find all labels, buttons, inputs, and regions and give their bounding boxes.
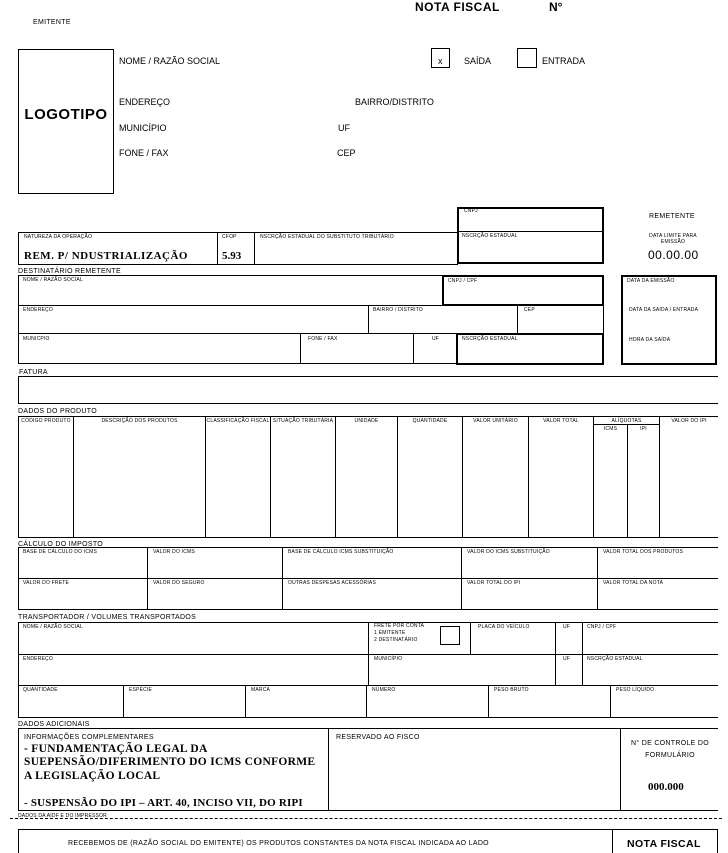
produtos-col-line-2 xyxy=(205,416,206,537)
operation-divider-cfop xyxy=(217,232,218,264)
operation-left-line xyxy=(18,232,19,264)
transportador-bottom-line xyxy=(18,717,718,718)
volumes-col-line-4 xyxy=(488,685,489,717)
imposto-middle-line xyxy=(18,578,718,579)
frete-checkbox[interactable] xyxy=(440,626,460,645)
volumes-col-line-2 xyxy=(245,685,246,717)
col-codigo-header: CÓDIGO PRODUTO xyxy=(21,418,71,424)
imposto-col-line-1 xyxy=(147,547,148,609)
transportador-cnpj-label: CNPJ / CPF xyxy=(587,624,617,630)
impressor-label: DADOS DA AIDF E DO IMPRESSOR xyxy=(18,813,107,819)
reservado-fisco-label: RESERVADO AO FISCO xyxy=(336,734,420,741)
transportador-divider-placa xyxy=(470,622,471,654)
data-limite-label: DATA LIMITE PARA EMISSÃO xyxy=(649,233,697,245)
saida-label: SAÍDA xyxy=(464,56,492,66)
volumes-col-line-1 xyxy=(123,685,124,717)
info-line-3: A LEGISLAÇÃO LOCAL xyxy=(24,770,161,782)
volumes-col-line-3 xyxy=(366,685,367,717)
info-line-1: - FUNDAMENTAÇÃO LEGAL DA xyxy=(24,743,208,755)
info-complementares-label: INFORMAÇÕES COMPLEMENTARES xyxy=(24,734,154,741)
transportador-uf-label: UF xyxy=(563,624,571,630)
valor-seguro-label: VALOR DO SEGURO xyxy=(153,580,205,586)
produtos-top-line xyxy=(18,416,718,417)
valor-total-nota-label: VALOR TOTAL DA NOTA xyxy=(603,580,664,586)
natureza-label: NATUREZA DA OPERAÇÃO xyxy=(24,234,93,240)
emitente-uf-label: UF xyxy=(338,123,350,133)
emitente-bairro-label: BAIRRO/DISTRITO xyxy=(355,97,434,107)
tear-line xyxy=(10,818,722,819)
numero-label: NÚMERO xyxy=(372,687,396,693)
destinatario-municipio-label: MUNICPIO xyxy=(23,336,50,342)
produtos-col-line-3 xyxy=(270,416,271,537)
document-title: NOTA FISCAL xyxy=(415,0,500,14)
data-limite-value: 00.00.00 xyxy=(648,248,699,262)
destinatario-uf-label: UF xyxy=(432,336,440,342)
saida-checkbox[interactable] xyxy=(431,48,450,68)
destinatario-bairro-label: BAIRRO / DISTRITO xyxy=(373,307,423,313)
emitente-nome-label: NOME / RAZÃO SOCIAL xyxy=(119,56,221,66)
data-emissao-label: DATA DA EMISSÃO xyxy=(627,278,675,284)
destinatario-cnpj-label: CNPJ / CPF xyxy=(448,278,478,284)
col-aliquotas-header: ALÍQUOTAS xyxy=(611,418,642,424)
canhoto-title: NOTA FISCAL xyxy=(627,838,701,850)
col-situacao-header: SITUAÇÃO TRIBUTÁRIA xyxy=(272,418,334,424)
destinatario-section-label: DESTINATÁRIO REMETENTE xyxy=(18,268,121,275)
transportador-municipio-label: MUNICÍPIO xyxy=(374,656,403,662)
emitente-endereco-label: ENDEREÇO xyxy=(119,97,171,107)
ie-substituto-label: NSCRÇÃO ESTADUAL DO SUBSTITUTO TRIBUTÁRIO xyxy=(260,234,394,240)
emitente-fone-label: FONE / FAX xyxy=(119,148,169,158)
col-quantidade-header: QUANTIDADE xyxy=(412,418,448,424)
hora-saida-label: HORA DA SAÍDA xyxy=(629,337,671,343)
transportador-divider-uf xyxy=(555,622,556,685)
placa-label: PLACA DO VEÍCULO xyxy=(478,624,530,630)
logo-placeholder-text: LOGOTIPO xyxy=(24,106,108,123)
peso-liquido-label: PESO LÍQUIDO xyxy=(616,687,655,693)
dates-box xyxy=(621,275,717,365)
emitente-municipio-label: MUNICÍPIO xyxy=(119,123,167,133)
col-unidade-header: UNIDADE xyxy=(354,418,379,424)
imposto-bottom-line xyxy=(18,609,718,610)
transportador-nome-label: NOME / RAZÃO SOCIAL xyxy=(23,624,83,630)
fatura-label: FATURA xyxy=(19,369,48,376)
entrada-label: ENTRADA xyxy=(542,56,586,66)
quantidade-label: QUANTIDADE xyxy=(23,687,58,693)
controle-formulario-label: N° DE CONTROLE DO FORMULÁRIO xyxy=(631,740,709,759)
produtos-col-line-4 xyxy=(335,416,336,537)
frete-label-1: FRETE POR CONTA xyxy=(374,623,425,629)
valor-icms-subst-label: VALOR DO ICMS SUBSTITUIÇÃO xyxy=(467,549,550,555)
saida-check-mark: x xyxy=(438,56,443,66)
produtos-col-line-1 xyxy=(73,416,74,537)
col-aliquota-ipi-header: IPI xyxy=(640,426,647,432)
destinatario-nome-label: NOME / RAZÃO SOCIAL xyxy=(23,277,83,283)
transportador-endereco-label: ENDEREÇO xyxy=(23,656,53,662)
destinatario-divider-cep xyxy=(517,305,518,333)
operation-top-line xyxy=(18,232,458,233)
cfop-value: 5.93 xyxy=(222,250,242,262)
emitente-cnpj-label: CNPJ xyxy=(464,208,478,214)
data-saida-label: DATA DA SAÍDA / ENTRADA xyxy=(629,307,699,313)
info-line-2: SUEPENSÃO/DIFERIMENTO DO ICMS CONFORME xyxy=(24,756,316,768)
produtos-col-line-6 xyxy=(462,416,463,537)
outras-despesas-label: OUTRAS DESPESAS ACESSÓRIAS xyxy=(288,580,377,586)
destinatario-divider-uf xyxy=(413,333,414,364)
canhoto-text: RECEBEMOS DE (RAZÃO SOCIAL DO EMITENTE) OS PRODUTOS CONSTANTES DA NOTA FISCAL INDICADA AO LADO xyxy=(68,840,489,847)
adicionais-divider-fisco xyxy=(328,728,329,810)
canhoto-divider xyxy=(612,829,613,853)
transportador-section-label: TRANSPORTADOR / VOLUMES TRANSPORTADOS xyxy=(18,614,197,621)
produtos-col-line-5 xyxy=(397,416,398,537)
destinatario-ie-label: NSCRÇÃO ESTADUAL xyxy=(462,336,518,342)
produtos-section-label: DADOS DO PRODUTO xyxy=(18,408,97,415)
imposto-col-line-2 xyxy=(282,547,283,609)
imposto-col-line-3 xyxy=(461,547,462,609)
logo-box xyxy=(18,49,114,194)
produtos-left-line xyxy=(18,416,19,537)
destinatario-cep-label: CEP xyxy=(524,307,535,313)
produtos-aliquota-split xyxy=(627,424,628,537)
adicionais-top-line xyxy=(18,728,718,729)
col-descricao-header: DESCRIÇÃO DOS PRODUTOS xyxy=(101,418,178,424)
valor-icms-label: VALOR DO ICMS xyxy=(153,549,195,555)
imposto-section-label: CÁLCULO DO IMPOSTO xyxy=(18,541,104,548)
imposto-col-line-4 xyxy=(597,547,598,609)
adicionais-left-line xyxy=(18,728,19,810)
operation-divider-ie xyxy=(254,232,255,264)
emitente-label: EMITENTE xyxy=(33,19,71,26)
fatura-left-line xyxy=(18,376,19,403)
volumes-col-line-5 xyxy=(610,685,611,717)
valor-frete-label: VALOR DO FRETE xyxy=(23,580,70,586)
valor-total-ipi-label: VALOR TOTAL DO IPI xyxy=(467,580,521,586)
document-number-label: N° xyxy=(549,0,563,14)
imposto-top-line xyxy=(18,547,718,548)
fatura-top-line xyxy=(18,376,718,377)
base-icms-label: BASE DE CÁLCULO DO ICMS xyxy=(23,549,98,555)
adicionais-section-label: DADOS ADICIONAIS xyxy=(18,721,90,728)
destinatario-fone-label: FONE / FAX xyxy=(308,336,338,342)
produtos-aliquota-line xyxy=(593,424,659,425)
produtos-col-line-9 xyxy=(659,416,660,537)
operation-bottom-line xyxy=(18,264,458,265)
entrada-checkbox[interactable] xyxy=(517,48,537,68)
info-line-4: - SUSPENSÃO DO IPI – ART. 40, INCISO VII, DO RIPI xyxy=(24,797,303,809)
fatura-bottom-line xyxy=(18,403,718,404)
produtos-col-line-7 xyxy=(528,416,529,537)
emitente-ie-label: NSCRÇÃO ESTADUAL xyxy=(462,233,518,239)
col-valor-total-header: VALOR TOTAL xyxy=(543,418,579,424)
cnpj-ie-divider xyxy=(458,231,603,232)
especie-label: ESPÉCIE xyxy=(129,687,153,693)
remetente-label: REMETENTE xyxy=(649,213,695,220)
marca-label: MARCA xyxy=(251,687,271,693)
transportador-divider-frete xyxy=(368,622,369,685)
col-aliquota-icms-header: ICMS xyxy=(603,426,618,432)
destinatario-divider-fone xyxy=(300,333,301,364)
frete-label-2: 1 EMITENTE xyxy=(374,630,406,636)
peso-bruto-label: PESO BRUTO xyxy=(494,687,529,693)
col-valor-unitario-header: VALOR UNITÁRIO xyxy=(473,418,518,424)
valor-total-produtos-label: VALOR TOTAL DOS PRODUTOS xyxy=(603,549,684,555)
col-classificacao-header: CLASSIFICAÇÃO FISCAL xyxy=(206,418,270,424)
transportador-left-line xyxy=(18,622,19,717)
transportador-divider-cnpj xyxy=(582,622,583,685)
col-valor-ipi-header: VALOR DO IPI xyxy=(671,418,707,424)
produtos-bottom-line xyxy=(18,537,718,538)
natureza-value: REM. P/ NDUSTRIALIZAÇÃO xyxy=(24,250,188,262)
emitente-cep-label: CEP xyxy=(337,148,356,158)
cfop-label: CFOP xyxy=(222,234,237,240)
transportador-uf-label-2: UF xyxy=(563,656,571,662)
produtos-col-line-8 xyxy=(593,416,594,537)
imposto-left-line xyxy=(18,547,19,609)
adicionais-bottom-line xyxy=(18,810,718,811)
frete-label-3: 2 DESTINATÁRIO xyxy=(374,637,418,643)
transportador-ie-label: NSCRÇÃO ESTADUAL xyxy=(587,656,643,662)
controle-formulario-value: 000.000 xyxy=(648,781,684,793)
base-icms-subst-label: BASE DE CÁLCULO ICMS SUBSTITUIÇÃO xyxy=(288,549,394,555)
destinatario-divider-bairro xyxy=(368,305,369,333)
destinatario-endereco-label: ENDEREÇO xyxy=(23,307,53,313)
adicionais-divider-controle xyxy=(620,728,621,810)
